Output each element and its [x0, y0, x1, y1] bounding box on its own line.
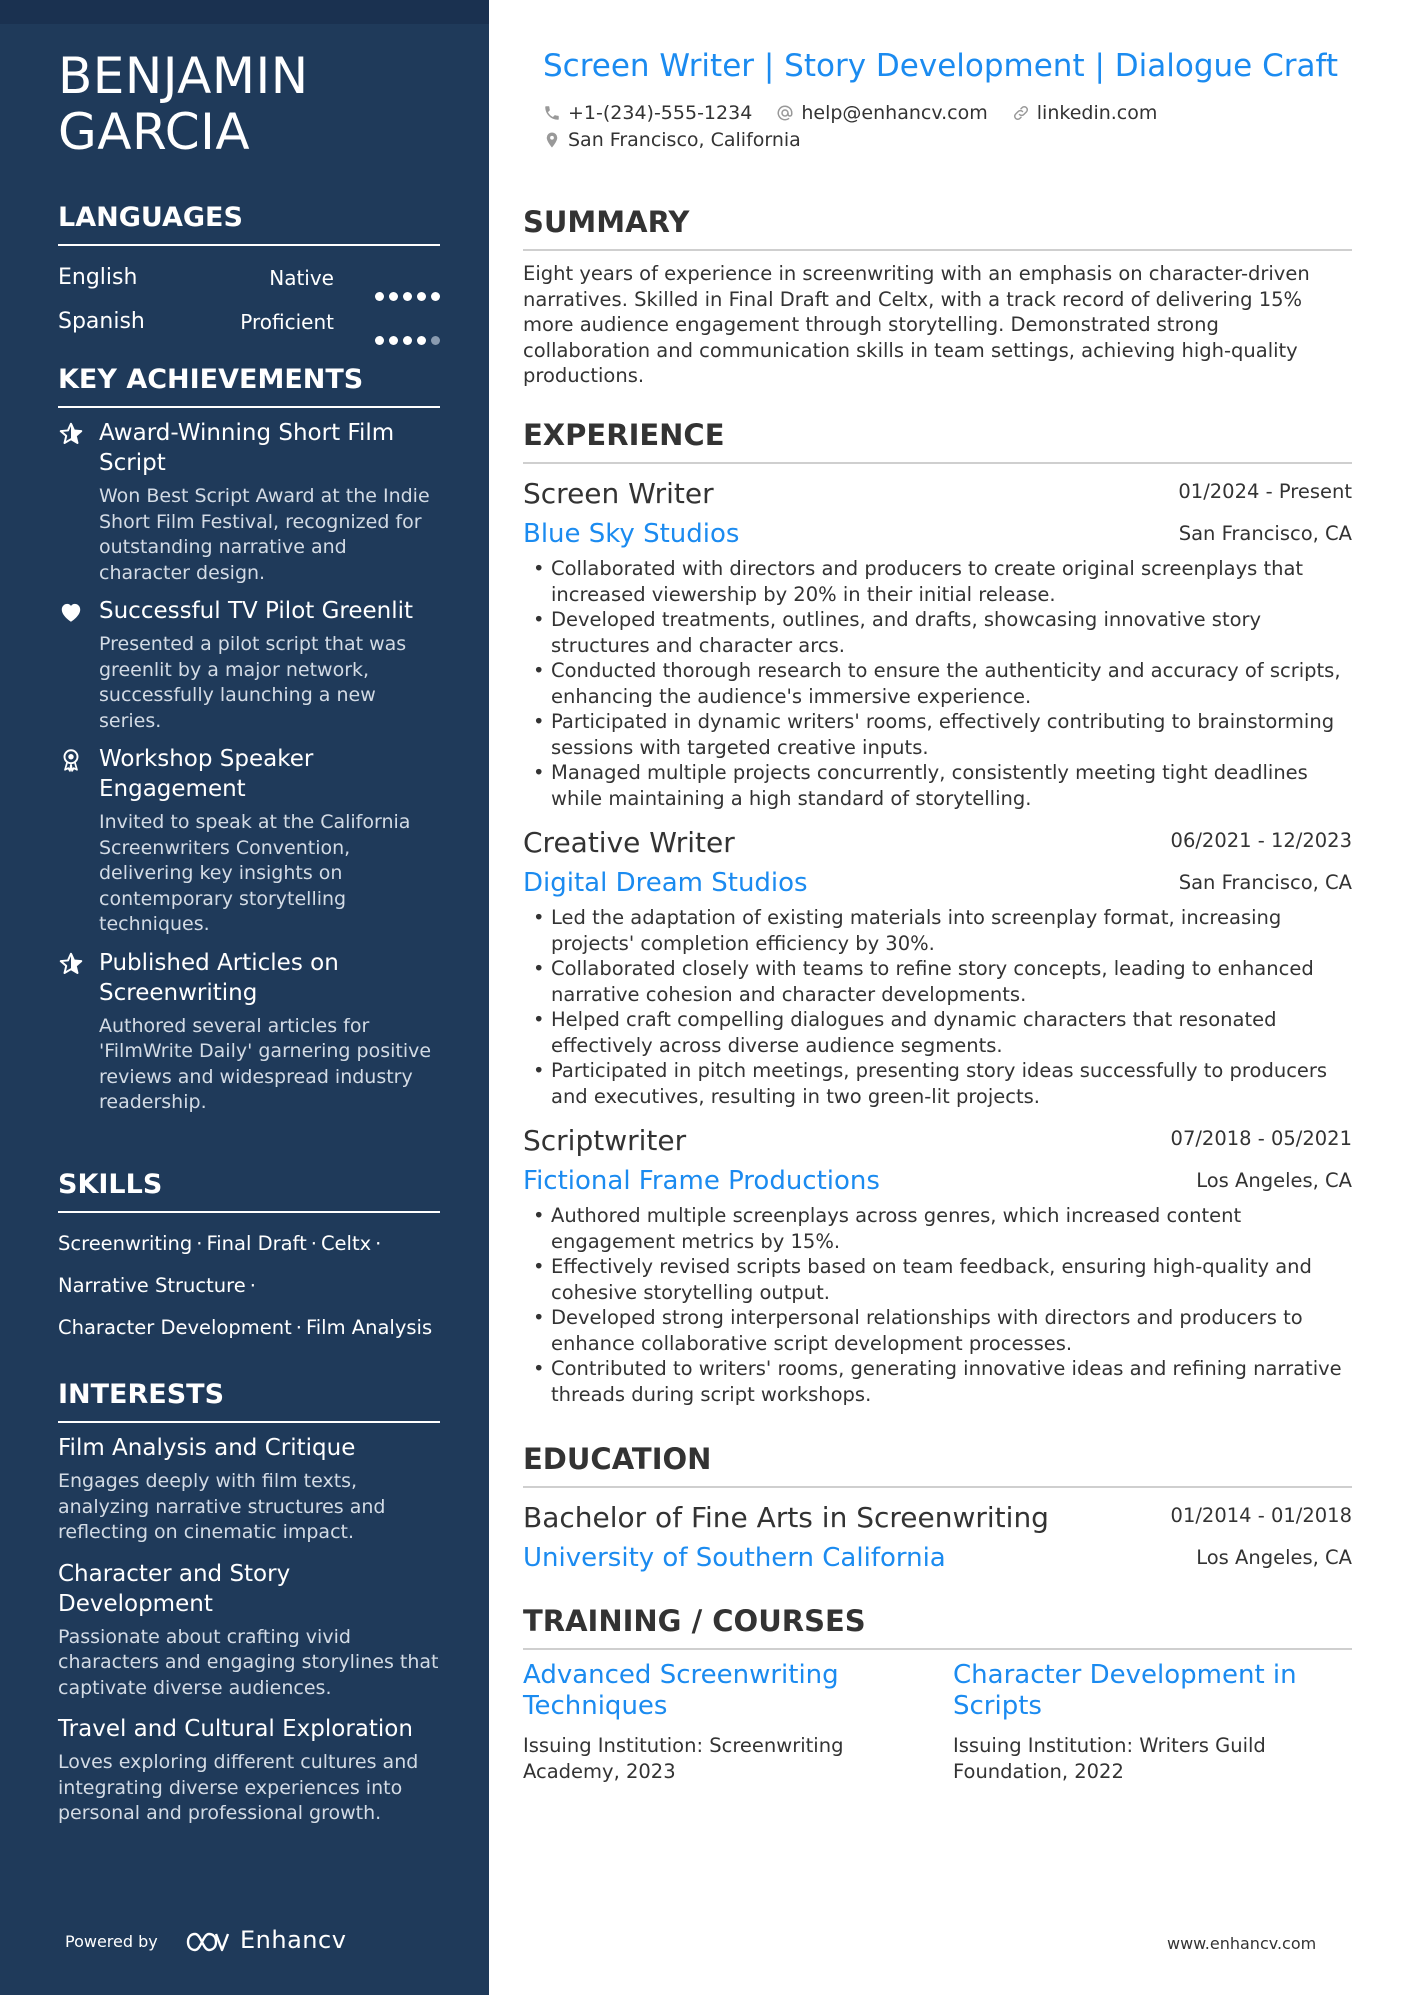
language-level: Proficient — [240, 310, 334, 334]
achievement-desc: Presented a pilot script that was greenlit by a major network, successfully launching a new series. — [99, 633, 407, 732]
proficiency-dot — [375, 336, 384, 345]
proficiency-dots — [370, 273, 440, 283]
skills-heading: SKILLS — [58, 1167, 440, 1213]
skills-section — [58, 1167, 440, 1349]
achievement-desc: Authored several articles for 'FilmWrite Daily' garnering positive reviews and widespread industry readership. — [99, 1014, 432, 1113]
star-icon — [58, 421, 84, 447]
proficiency-dot — [417, 336, 426, 345]
at-icon — [776, 104, 794, 122]
education-heading: EDUCATION — [523, 1440, 1352, 1488]
skill-item: Film Analysis — [305, 1316, 433, 1339]
achievements-section — [58, 362, 440, 1126]
linkedin-text: linkedin.com — [1036, 102, 1158, 124]
pin-icon — [543, 131, 561, 149]
skill-item: Celtx — [320, 1232, 372, 1255]
location-text: San Francisco, California — [568, 129, 801, 151]
languages-heading: LANGUAGES — [58, 200, 440, 246]
contact-email[interactable] — [776, 100, 987, 126]
achievement-item — [58, 596, 440, 734]
training-section — [523, 1602, 1352, 1783]
course-title: Advanced Screenwriting Techniques — [523, 1660, 839, 1721]
achievement-title: Workshop Speaker Engagement — [99, 746, 314, 802]
summary-section — [523, 203, 1352, 389]
contact-row — [543, 100, 1175, 126]
achievement-desc: Invited to speak at the California Screenwriters Convention, delivering key insights on contemporary storytelling techniques. — [99, 811, 411, 935]
contact-linkedin[interactable] — [1012, 100, 1158, 126]
job-title: Screen Writer — [523, 477, 714, 510]
bullet-item: • Contributed to writers' rooms, generating innovative ideas and refining narrative threads during script workshops. — [523, 1356, 1352, 1407]
interest-title: Character and Story Development — [58, 1560, 291, 1617]
school-location: Los Angeles, CA — [1196, 1546, 1352, 1569]
summary-heading: SUMMARY — [523, 203, 1352, 251]
powered-by-label: Powered by — [65, 1932, 158, 1951]
skill-item: Final Draft — [206, 1232, 307, 1255]
job-location: San Francisco, CA — [1178, 871, 1352, 894]
achievement-item — [58, 948, 440, 1116]
language-level: Native — [269, 266, 334, 290]
bullet-item: • Managed multiple projects concurrently, consistently meeting tight deadlines while maintaining a high standard of storytelling. — [523, 760, 1352, 811]
achievement-item — [58, 418, 440, 586]
heart-icon — [58, 599, 84, 625]
job-entry — [523, 474, 1352, 811]
proficiency-dot — [431, 336, 440, 345]
job-title: Scriptwriter — [523, 1124, 687, 1157]
achievement-title: Award-Winning Short Film Script — [99, 420, 395, 476]
bullet-item: • Participated in pitch meetings, presenting story ideas successfully to producers and executives, resulting in two green-lit projects. — [523, 1058, 1352, 1109]
skills-list — [58, 1223, 440, 1349]
education-section — [523, 1440, 1352, 1590]
link-icon — [1012, 104, 1030, 122]
bullet-item: • Collaborated with directors and producers to create original screenplays that increased viewership by 20% in their initial release. — [523, 556, 1352, 607]
degree-title: Bachelor of Fine Arts in Screenwriting — [523, 1501, 1049, 1534]
education-dates: 01/2014 - 01/2018 — [1170, 1504, 1352, 1527]
sidebar — [0, 0, 489, 1995]
job-dates: 06/2021 - 12/2023 — [1170, 829, 1352, 852]
job-title: Creative Writer — [523, 826, 735, 859]
contact-row — [543, 127, 819, 153]
interest-desc: Engages deeply with film texts, analyzing narrative structures and reflecting on cinematic impact. — [58, 1470, 386, 1543]
contact-location — [543, 127, 801, 153]
brand-name: Enhancv — [240, 1926, 347, 1954]
proficiency-dot — [403, 336, 412, 345]
company-name: Digital Dream Studios — [523, 868, 808, 898]
training-heading: TRAINING / COURSES — [523, 1602, 1352, 1650]
course-desc: Issuing Institution: Screenwriting Academy, 2023 — [523, 1734, 844, 1783]
experience-heading: EXPERIENCE — [523, 416, 1352, 464]
skills-line: Narrative Structure · — [58, 1274, 256, 1297]
job-entry — [523, 1121, 1352, 1407]
job-location: San Francisco, CA — [1178, 522, 1352, 545]
star-icon — [58, 951, 84, 977]
skill-item: Screenwriting — [58, 1232, 193, 1255]
bullet-item: • Helped craft compelling dialogues and dynamic characters that resonated effectively across diverse audience segments. — [523, 1007, 1352, 1058]
school-name: University of Southern California — [523, 1543, 946, 1573]
course-item — [523, 1660, 883, 1784]
enhancv-logo-icon — [184, 1925, 232, 1959]
bullet-item: • Collaborated closely with teams to refine story concepts, leading to enhanced narrative cohesion and character developments. — [523, 956, 1352, 1007]
job-dates: 01/2024 - Present — [1178, 480, 1352, 503]
bullet-item: • Led the adaptation of existing materials into screenplay format, increasing projects' completion efficiency by 30%. — [523, 905, 1352, 956]
job-dates: 07/2018 - 05/2021 — [1170, 1127, 1352, 1150]
job-location: Los Angeles, CA — [1196, 1169, 1352, 1192]
skills-line: Character Development · Film Analysis — [58, 1316, 433, 1339]
language-name: Spanish — [58, 309, 145, 334]
course-desc: Issuing Institution: Writers Guild Foundation, 2022 — [953, 1734, 1266, 1783]
skill-item: Character Development — [58, 1316, 292, 1339]
interest-desc: Passionate about crafting vivid characters and engaging storylines that captivate diverse audiences. — [58, 1625, 439, 1699]
proficiency-dots — [370, 317, 440, 327]
education-entry — [523, 1498, 1352, 1578]
job-bullets — [523, 1203, 1352, 1407]
interest-title: Travel and Cultural Exploration — [58, 1716, 413, 1742]
phone-icon — [543, 104, 561, 122]
company-name: Fictional Frame Productions — [523, 1166, 880, 1196]
company-name: Blue Sky Studios — [523, 519, 740, 549]
headline: Screen Writer | Story Development | Dialogue Craft — [543, 48, 1338, 84]
job-bullets — [523, 556, 1352, 811]
job-bullets — [523, 905, 1352, 1109]
course-item — [953, 1660, 1313, 1784]
language-row — [58, 256, 440, 300]
bullet-item: • Effectively revised scripts based on team feedback, ensuring high-quality and cohesive storytelling output. — [523, 1254, 1352, 1305]
bullet-item: • Participated in dynamic writers' rooms, effectively contributing to brainstorming sessions with targeted creative inputs. — [523, 709, 1352, 760]
achievements-heading: KEY ACHIEVEMENTS — [58, 362, 440, 408]
achievement-title: Successful TV Pilot Greenlit — [99, 598, 414, 624]
language-name: English — [58, 265, 138, 290]
interests-section — [58, 1377, 440, 1840]
award-ribbon-icon — [58, 747, 84, 773]
achievement-desc: Won Best Script Award at the Indie Short Film Festival, recognized for outstanding narrative and character design. — [99, 485, 430, 584]
interests-heading: INTERESTS — [58, 1377, 440, 1423]
phone-text: +1-(234)-555-1234 — [568, 102, 753, 124]
bullet-item: • Developed treatments, outlines, and drafts, showcasing innovative story structures and character arcs. — [523, 607, 1352, 658]
job-entry — [523, 823, 1352, 1109]
course-title: Character Development in Scripts — [953, 1660, 1297, 1721]
contact-phone[interactable] — [543, 100, 752, 126]
experience-section — [523, 416, 1352, 1419]
bullet-item: • Developed strong interpersonal relationships with directors and producers to enhance collaborative script development processes. — [523, 1305, 1352, 1356]
bullet-item: • Conducted thorough research to ensure the authenticity and accuracy of scripts, enhancing the audience's immersive experience. — [523, 658, 1352, 709]
language-row — [58, 300, 440, 344]
footer-url[interactable]: www.enhancv.com — [1167, 1934, 1317, 1953]
interest-desc: Loves exploring different cultures and integrating diverse experiences into personal and professional growth. — [58, 1751, 419, 1824]
summary-text: Eight years of experience in screenwriting with an emphasis on character-driven narratives. Skilled in Final Draft and Celtx, with a track record of delivering 15% more audience engagement through storytelling. Demonstrated strong collaboration and communication skills in team settings, achieving high-quality productions. — [523, 262, 1310, 387]
achievement-title: Published Articles on Screenwriting — [99, 949, 339, 1006]
bullet-item: • Authored multiple screenplays across genres, which increased content engagement metrics by 15%. — [523, 1203, 1352, 1254]
proficiency-dot — [389, 336, 398, 345]
interest-title: Film Analysis and Critique — [58, 1435, 356, 1461]
achievement-item — [58, 744, 440, 938]
skill-item: Narrative Structure — [58, 1274, 246, 1297]
skills-line: Screenwriting · Final Draft · Celtx · — [58, 1232, 382, 1255]
email-text: help@enhancv.com — [801, 102, 988, 124]
candidate-name: BENJAMIN GARCIA — [58, 47, 309, 161]
languages-section — [58, 200, 440, 344]
